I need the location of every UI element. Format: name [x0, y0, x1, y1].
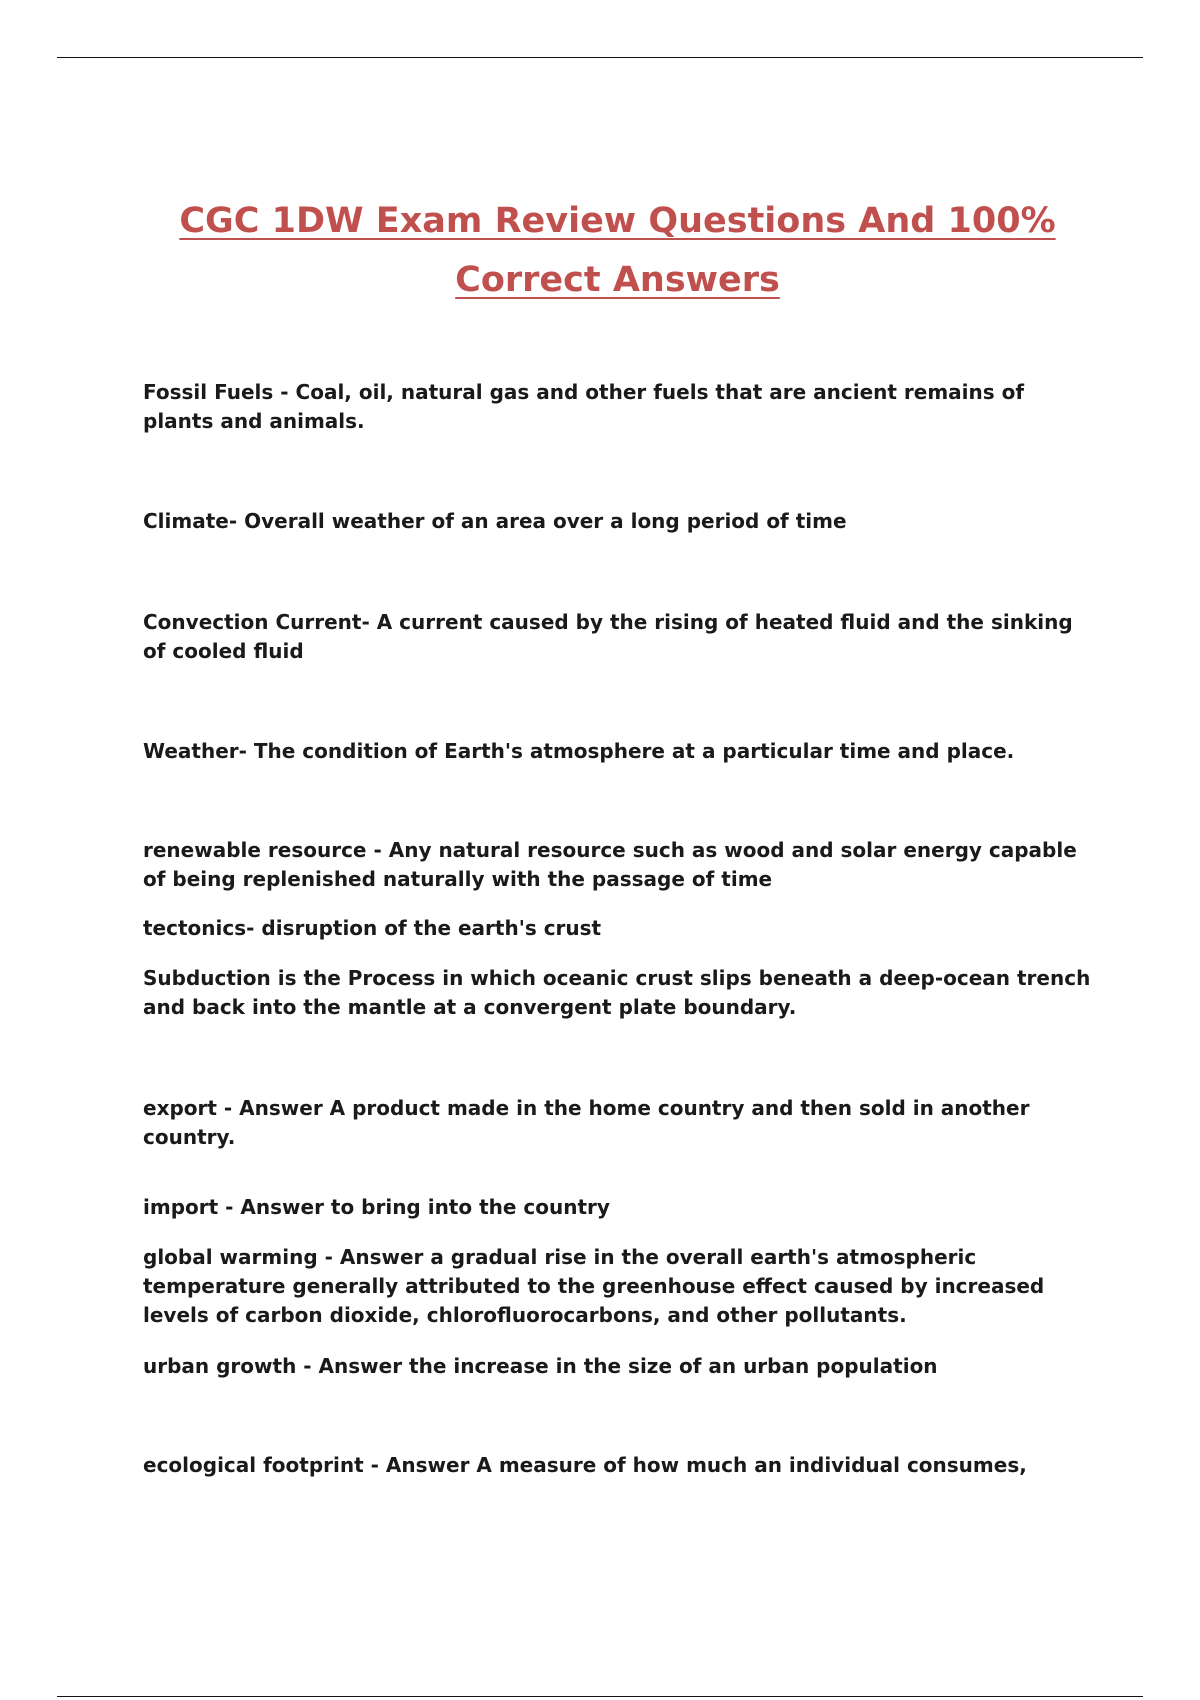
bottom-rule: [57, 1696, 1143, 1697]
entry-climate: Climate- Overall weather of an area over a long period of time: [143, 509, 847, 533]
entry-global-warming: global warming - Answer a gradual rise in the overall earth's atmospheric temperature generally attributed to the greenhouse effect caused by increased levels of carbon dioxide, chlorofluorocarbons, and other pollutants.: [143, 1245, 1045, 1327]
entry-subduction: Subduction is the Process in which oceanic crust slips beneath a deep-ocean trench and back into the mantle at a convergent plate boundary.: [143, 966, 1091, 1019]
entry-import: import - Answer to bring into the country: [143, 1195, 610, 1219]
entry-fossil-fuels: Fossil Fuels - Coal, oil, natural gas and other fuels that are ancient remains of plants and animals.: [143, 380, 1025, 433]
entry-tectonics: tectonics- disruption of the earth's crust: [143, 916, 602, 940]
title-line-2: Correct Answers: [455, 260, 780, 300]
entry-convection-current: Convection Current- A current caused by the rising of heated fluid and the sinking of cooled fluid: [143, 610, 1073, 663]
entry-ecological-footprint: ecological footprint - Answer A measure of how much an individual consumes,: [143, 1453, 1027, 1477]
entry-urban-growth: urban growth - Answer the increase in the size of an urban population: [143, 1354, 938, 1378]
document-title: [120, 192, 1115, 310]
entry-renewable-resource: renewable resource - Any natural resource such as wood and solar energy capable of being replenished naturally with the passage of time: [143, 838, 1077, 891]
entry-export: export - Answer A product made in the home country and then sold in another country.: [143, 1096, 1030, 1149]
top-rule: [57, 57, 1143, 58]
entry-weather: Weather- The condition of Earth's atmosphere at a particular time and place.: [143, 739, 1015, 763]
title-line-1: CGC 1DW Exam Review Questions And 100%: [179, 201, 1056, 241]
